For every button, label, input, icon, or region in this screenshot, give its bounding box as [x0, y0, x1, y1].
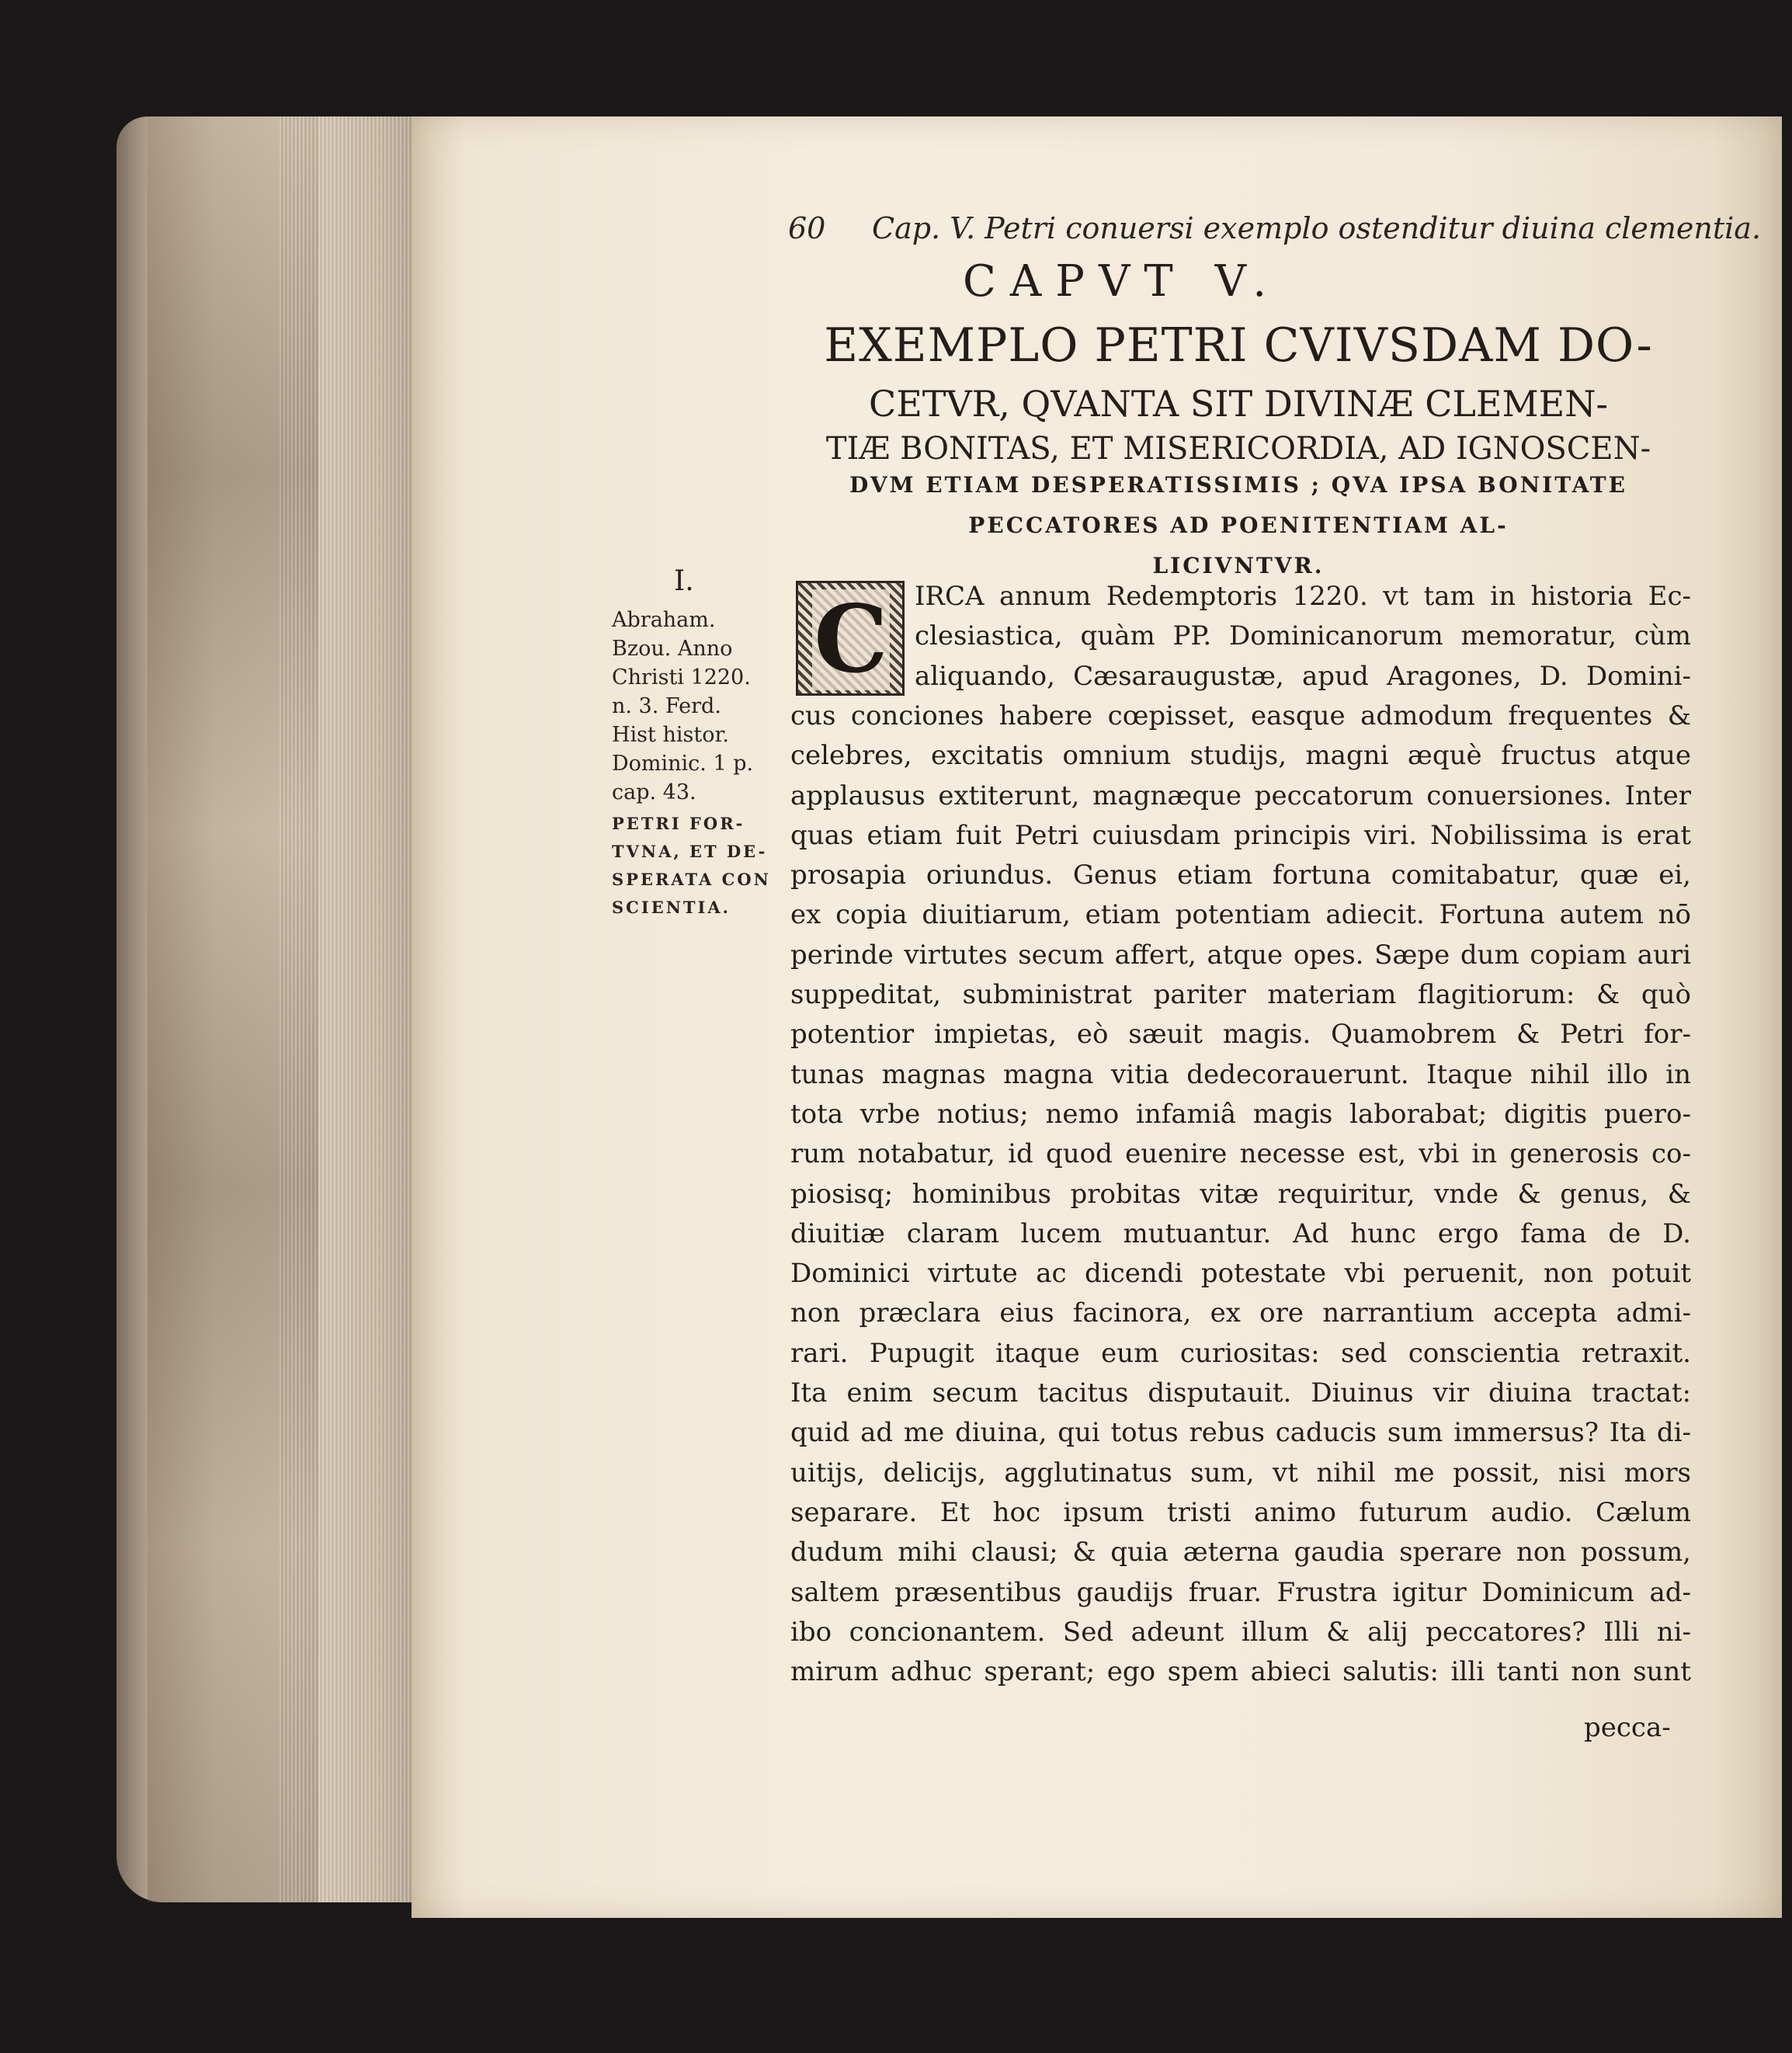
- body-line: cus conciones habere cœpisset, easque admodum frequentes &: [790, 700, 1691, 731]
- chapter-title-line: PECCATORES AD POENITENTIAM AL-: [968, 512, 1509, 538]
- body-line: ibo concionantem. Sed adeunt illum & alij peccatores? Illi ni-: [790, 1617, 1691, 1648]
- body-line: diuitiæ claram lucem mutuantur. Ad hunc ergo fama de D.: [790, 1218, 1691, 1249]
- margin-note-line: Bzou. Anno: [612, 637, 733, 661]
- margin-note-line: TVNA, ET DE-: [612, 842, 768, 861]
- margin-note-line: Abraham.: [612, 608, 716, 632]
- margin-note-line: PETRI FOR-: [612, 814, 745, 833]
- body-line: Ita enim secum tacitus disputauit. Diuinus vir diuina tractat:: [790, 1377, 1691, 1409]
- decorated-initial: [796, 581, 905, 696]
- body-line: applausus extiterunt, magnæque peccatorum conuersiones. Inter: [790, 780, 1691, 811]
- body-line: Dominici virtute ac dicendi potestate vbi peruenit, non potuit: [790, 1258, 1691, 1289]
- body-line: rari. Pupugit itaque eum curiositas: sed conscientia retraxit.: [790, 1338, 1691, 1369]
- margin-note-line: SPERATA CON: [612, 870, 771, 889]
- chapter-label: CAPVT V.: [963, 256, 1281, 307]
- body-line: dudum mihi clausi; & quia æterna gaudia sperare non possum,: [790, 1537, 1691, 1568]
- catchword: pecca-: [1584, 1712, 1671, 1743]
- body-line: prosapia oriundus. Genus etiam fortuna comitabatur, quæ ei,: [790, 860, 1691, 891]
- chapter-title-line: EXEMPLO PETRI CVIVSDAM DO-: [824, 318, 1653, 373]
- page-header: [788, 211, 1762, 250]
- body-line: saltem præsentibus gaudijs fruar. Frustra igitur Dominicum ad-: [790, 1577, 1691, 1608]
- chapter-title-line: LICIVNTVR.: [1152, 553, 1325, 578]
- body-line: mirum adhuc sperant; ego spem abieci salutis: illi tanti non sunt: [790, 1656, 1691, 1687]
- body-line: IRCA annum Redemptoris 1220. vt tam in historia Ec-: [915, 581, 1691, 612]
- running-title: Cap. V. Petri conuersi exemplo ostenditur diuina clementia.: [872, 211, 1762, 245]
- chapter-title-line: DVM ETIAM DESPERATISSIMIS ; QVA IPSA BONITATE: [849, 472, 1627, 498]
- body-line: celebres, excitatis omnium studijs, magni æquè fructus atque: [790, 740, 1691, 771]
- margin-note-line: SCIENTIA.: [612, 898, 731, 917]
- body-line: rum notabatur, id quod euenire necesse est, vbi in generosis co-: [790, 1138, 1691, 1169]
- body-line: uitijs, delicijs, agglutinatus sum, vt nihil me possit, nisi mors: [790, 1457, 1691, 1489]
- body-line: non præclara eius facinora, ex ore narrantium accepta admi-: [790, 1297, 1691, 1329]
- margin-note-line: Christi 1220.: [612, 665, 751, 690]
- margin-note-line: Hist histor.: [612, 723, 729, 747]
- chapter-title-line: TIÆ BONITAS, ET MISERICORDIA, AD IGNOSCEN-: [825, 431, 1651, 467]
- body-line: suppeditat, subministrat pariter materiam flagitiorum: & quò: [790, 979, 1691, 1010]
- margin-numeral: I.: [674, 565, 694, 597]
- body-line: separare. Et hoc ipsum tristi animo futurum audio. Cælum: [790, 1497, 1691, 1528]
- page-number: 60: [788, 211, 826, 245]
- margin-note-line: cap. 43.: [612, 780, 696, 804]
- body-line: clesiastica, quàm PP. Dominicanorum memoratur, cùm: [915, 620, 1691, 651]
- initial-letter: C: [812, 589, 890, 690]
- margin-note-line: Dominic. 1 p.: [612, 752, 754, 776]
- body-line: quas etiam fuit Petri cuiusdam principis viri. Nobilissima is erat: [790, 820, 1691, 851]
- body-line: ex copia diuitiarum, etiam potentiam adiecit. Fortuna autem nō: [790, 899, 1691, 930]
- body-line: quid ad me diuina, qui totus rebus caducis sum immersus? Ita di-: [790, 1417, 1691, 1448]
- body-line: perinde virtutes secum affert, atque opes. Sæpe dum copiam auri: [790, 940, 1691, 971]
- body-line: piosisq; hominibus probitas vitæ requiritur, vnde & genus, &: [790, 1179, 1691, 1210]
- margin-note-line: n. 3. Ferd.: [612, 694, 721, 718]
- body-line: potentior impietas, eò sæuit magis. Quamobrem & Petri for-: [790, 1019, 1691, 1050]
- chapter-title-line: CETVR, QVANTA SIT DIVINÆ CLEMEN-: [869, 383, 1608, 425]
- body-line: tota vrbe notius; nemo infamiâ magis laborabat; digitis puero-: [790, 1099, 1691, 1130]
- body-line: tunas magnas magna vitia dedecorauerunt. Itaque nihil illo in: [790, 1059, 1691, 1090]
- body-line: aliquando, Cæsaraugustæ, apud Aragones, D. Domini-: [915, 661, 1691, 692]
